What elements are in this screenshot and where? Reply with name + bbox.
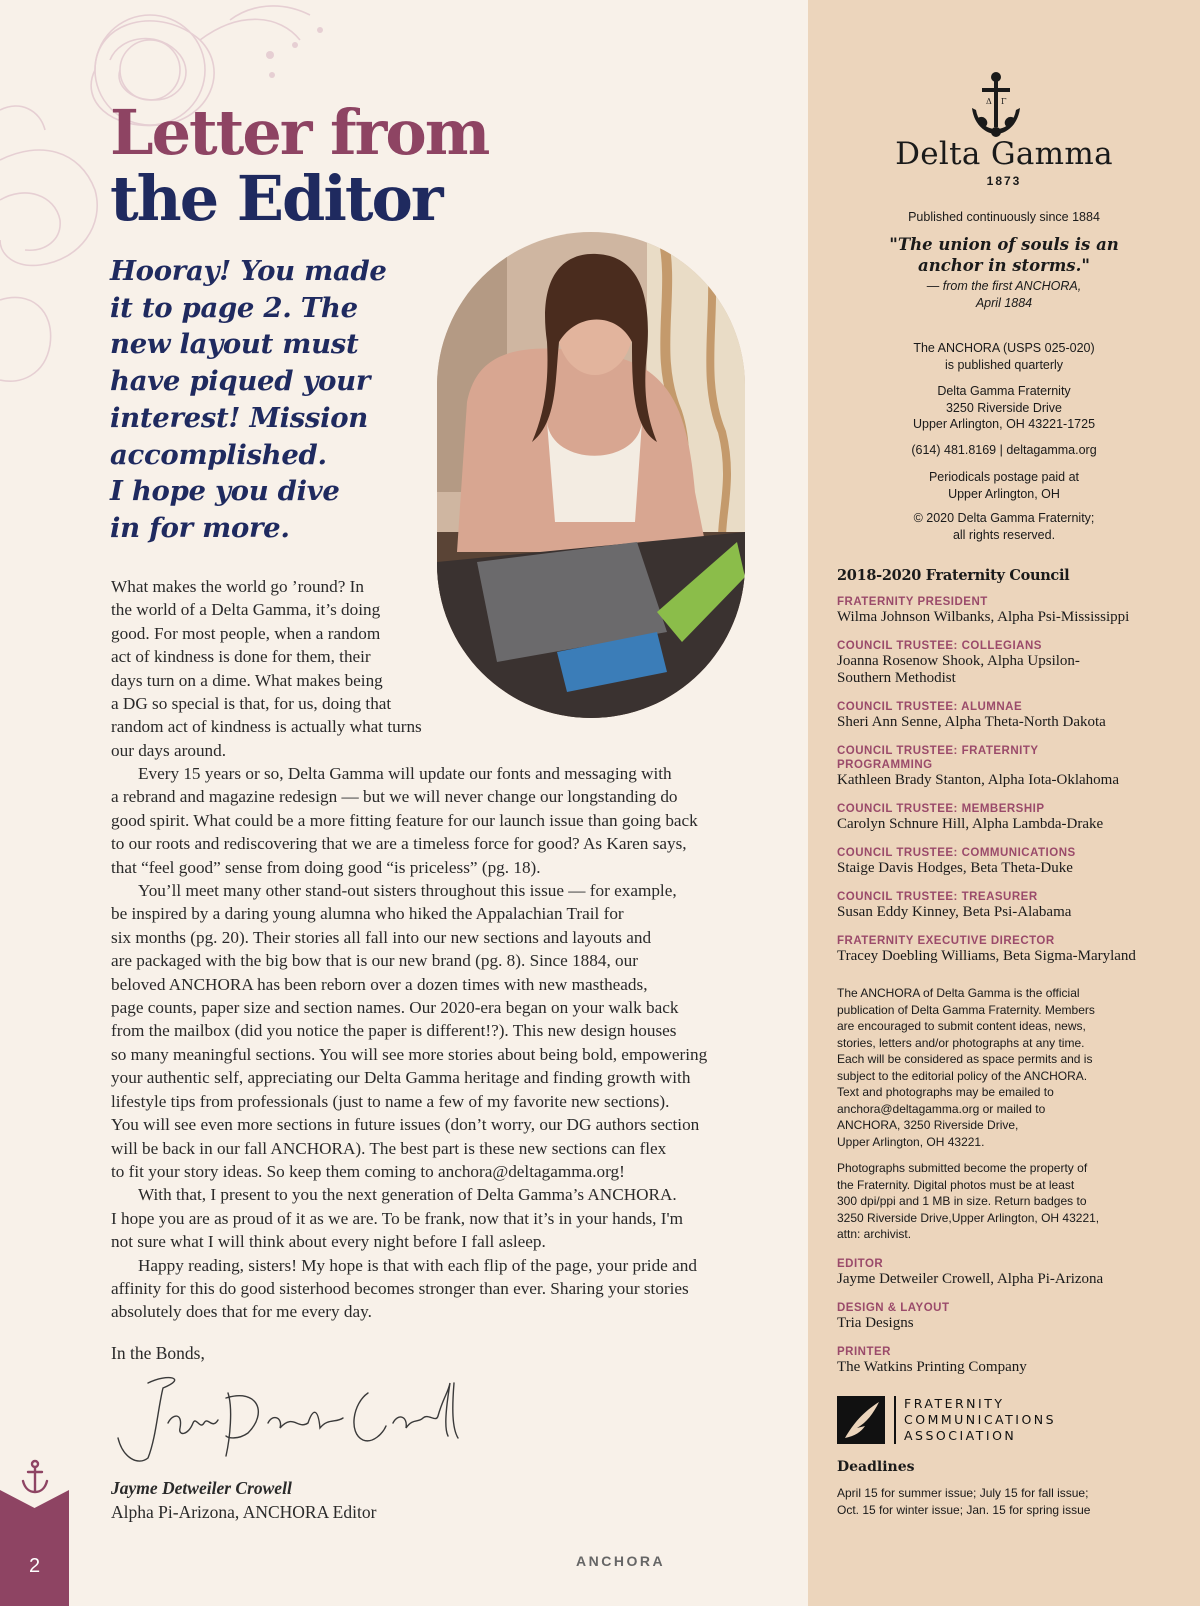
body-line: absolutely does that for me every day. — [111, 1302, 372, 1322]
deadline-line: Oct. 15 for winter issue; Jan. 15 for spring issue — [837, 1502, 1091, 1517]
council-member — [837, 609, 1187, 626]
brand-name: Delta Gamma — [895, 136, 1113, 172]
name-line: Carolyn Schnure Hill, Alpha Lambda-Drake — [837, 816, 1104, 832]
role-line: COUNCIL TRUSTEE: MEMBERSHIP — [837, 803, 1045, 815]
quote-line: "The union of souls is an — [889, 235, 1119, 254]
body-line: act of kindness is done for them, their — [111, 647, 371, 667]
role-line: COUNCIL TRUSTEE: TREASURER — [837, 891, 1038, 903]
body-line: our days around. — [111, 740, 227, 760]
fca-line: FRATERNITY — [904, 1396, 1005, 1411]
council-role — [837, 700, 1187, 714]
page-title — [110, 96, 489, 235]
role-line: FRATERNITY EXECUTIVE DIRECTOR — [837, 935, 1055, 947]
page-corner-tab — [0, 1490, 69, 1606]
council-member — [837, 714, 1187, 731]
body-line: good. For most people, when a random — [111, 623, 381, 643]
role-line: COUNCIL TRUSTEE: ALUMNAE — [837, 701, 1023, 713]
contact-info — [808, 442, 1200, 459]
council-entry — [837, 639, 1187, 687]
letter-body-wide — [111, 762, 707, 1324]
staff-entry — [837, 1301, 1187, 1332]
postage-line: Periodicals postage paid at — [928, 470, 1080, 484]
role-line: COUNCIL TRUSTEE: COMMUNICATIONS — [837, 847, 1076, 859]
photo-policy-line: Photographs submitted become the property of — [837, 1161, 1088, 1175]
copyright-info — [808, 510, 1200, 543]
founded-year: 1873 — [986, 174, 1022, 188]
fca-line: ASSOCIATION — [904, 1428, 1017, 1443]
signer-name: Jayme Detweiler Crowell — [111, 1478, 292, 1498]
body-line: be inspired by a daring young alumna who hiked the Appalachian Trail for — [111, 904, 624, 924]
policy-line: ANCHORA, 3250 Riverside Drive, — [837, 1118, 1019, 1132]
signer-block — [111, 1476, 376, 1524]
copyright-line: all rights reserved. — [952, 527, 1056, 542]
name-line: Southern Methodist — [837, 670, 956, 686]
role-line: COUNCIL TRUSTEE: FRATERNITY — [837, 745, 1039, 757]
council-member — [837, 816, 1187, 833]
council-member — [837, 772, 1187, 789]
body-line: Happy reading, sisters! My hope is that with each flip of the page, your pride and — [138, 1255, 697, 1275]
body-line: You’ll meet many other stand-out sisters throughout this issue — for example, — [138, 881, 677, 901]
body-line: are packaged with the big bow that is our new brand (pg. 8). Since 1884, our — [111, 951, 638, 971]
page-number: 2 — [28, 1555, 41, 1577]
quill-logo-icon — [837, 1396, 885, 1444]
staff-role: PRINTER — [837, 1346, 891, 1358]
body-line: the world of a Delta Gamma, it’s doing — [111, 600, 381, 620]
body-line: affinity for this do good sisterhood becomes stronger than ever. Sharing your stories — [111, 1278, 689, 1298]
founding-quote — [808, 234, 1200, 276]
masthead-sidebar — [808, 0, 1200, 1606]
title-line-2: the Editor — [110, 162, 442, 235]
name-line: Tracey Doebling Williams, Beta Sigma-Maryland — [837, 948, 1136, 964]
body-line: You will see even more sections in future issues (don’t worry, our DG authors section — [111, 1115, 700, 1135]
intro-line: I hope you dive — [110, 475, 340, 508]
council-role — [837, 934, 1187, 948]
signoff: In the Bonds, — [111, 1343, 205, 1363]
body-line: a rebrand and magazine redesign — but we will never change our longstanding do — [111, 787, 678, 807]
council-role — [837, 639, 1187, 653]
body-line: so many meaningful sections. You will see more stories about being bold, empowering — [111, 1044, 708, 1064]
contact-line: (614) 481.8169 | deltagamma.org — [911, 443, 1097, 457]
council-entry — [837, 846, 1187, 877]
body-line: With that, I present to you the next generation of Delta Gamma’s ANCHORA. — [138, 1185, 677, 1205]
delta-gamma-anchor-logo-icon — [966, 70, 1026, 142]
body-line: I hope you are as proud of it as we are. To be frank, now that it’s in your hands, I'm — [111, 1208, 683, 1228]
address-line: Upper Arlington, OH 43221-1725 — [912, 417, 1096, 431]
council-role — [837, 802, 1187, 816]
council-role — [837, 744, 1187, 772]
footer-magazine-name: ANCHORA — [576, 1553, 666, 1569]
postage-info — [808, 469, 1200, 502]
council-member — [837, 948, 1187, 965]
body-line: page counts, paper size and section names. Our 2020-era began on your walk back — [111, 998, 679, 1018]
body-line: to fit your story ideas. So keep them coming to anchora@deltagamma.org! — [111, 1161, 625, 1181]
policy-line: The ANCHORA of Delta Gamma is the official — [837, 986, 1080, 1000]
council-entry — [837, 802, 1187, 833]
signature-icon — [108, 1368, 468, 1468]
deadline-line: April 15 for summer issue; July 15 for fall issue; — [837, 1486, 1089, 1500]
body-line: will be back in our fall ANCHORA). The best part is these new sections can flex — [111, 1138, 667, 1158]
intro-line: new layout must — [110, 328, 359, 361]
policy-line: Each will be considered as space permits and is — [837, 1052, 1093, 1066]
policy-line: anchora@deltagamma.org or mailed to — [837, 1101, 1046, 1116]
council-entry — [837, 934, 1187, 965]
council-role — [837, 846, 1187, 860]
deadlines-heading: Deadlines — [837, 1459, 915, 1475]
intro-line: in for more. — [110, 511, 290, 544]
council-entry — [837, 890, 1187, 921]
published-since-text: Published continuously since 1884 — [908, 210, 1100, 224]
body-line: not sure what I will think about every night before I fall asleep. — [111, 1232, 546, 1252]
body-line: six months (pg. 20). Their stories all fall into our new sections and layouts and — [111, 927, 652, 947]
publication-info — [808, 340, 1200, 373]
policy-line: publication of Delta Gamma Fraternity. Members — [837, 1002, 1095, 1017]
body-line: random act of kindness is actually what turns — [111, 717, 422, 737]
quote-source-line: April 1884 — [975, 295, 1033, 310]
photo-policy-line: attn: archivist. — [837, 1227, 912, 1241]
fca-line: COMMUNICATIONS — [904, 1412, 1057, 1427]
staff-name: Tria Designs — [837, 1315, 914, 1331]
body-line: lifestyle tips from professionals (just to name a few of my favorite new sections). — [111, 1091, 670, 1111]
policy-line: stories, letters and/or photographs at any time. — [837, 1035, 1085, 1050]
photo-policy-line: 3250 Riverside Drive,Upper Arlington, OH 43221, — [837, 1210, 1100, 1225]
copyright-line: © 2020 Delta Gamma Fraternity; — [913, 511, 1095, 525]
published-since — [808, 209, 1200, 226]
policy-line: subject to the editorial policy of the ANCHORA. — [837, 1068, 1088, 1083]
body-line: to our roots and rediscovering that we are a timeless force for good? As Karen says, — [111, 834, 687, 854]
quote-line: anchor in storms." — [918, 256, 1090, 275]
title-line-1: Letter from — [110, 96, 489, 169]
svg-text:Δ: Δ — [986, 97, 992, 106]
body-line: from the mailbox (did you notice the paper is different!?). This new design houses — [111, 1021, 677, 1041]
council-heading: 2018-2020 Fraternity Council — [837, 567, 1070, 584]
body-line: good spirit. What could be a more fitting feature for our launch issue than going back — [111, 810, 698, 830]
photo-policy — [837, 1160, 1187, 1243]
policy-line: are encouraged to submit content ideas, news, — [837, 1019, 1086, 1033]
council-member — [837, 653, 1187, 687]
staff-entry — [837, 1257, 1187, 1288]
intro-line: it to page 2. The — [110, 291, 358, 324]
policy-line: Text and photographs may be emailed to — [837, 1085, 1054, 1099]
intro-line: accomplished. — [110, 438, 327, 471]
body-line: What makes the world go ’round? In — [111, 577, 364, 596]
quote-source-line: — from the first ANCHORA, — [926, 279, 1082, 293]
council-member — [837, 860, 1187, 877]
staff-role: DESIGN & LAYOUT — [837, 1302, 950, 1314]
deadlines-text — [837, 1485, 1090, 1518]
fraternity-address — [808, 383, 1200, 433]
editor-photo — [437, 232, 745, 718]
name-line: Kathleen Brady Stanton, Alpha Iota-Oklahoma — [837, 772, 1120, 788]
address-line: 3250 Riverside Drive — [945, 400, 1063, 415]
intro-line: have piqued your — [110, 365, 371, 398]
intro-line: interest! Mission — [110, 401, 368, 434]
council-role — [837, 595, 1187, 609]
name-line: Joanna Rosenow Shook, Alpha Upsilon- — [837, 653, 1080, 669]
role-line: COUNCIL TRUSTEE: COLLEGIANS — [837, 640, 1042, 652]
council-entry — [837, 595, 1187, 626]
body-line: days turn on a dime. What makes being — [111, 670, 383, 690]
letter-body-narrow — [111, 575, 422, 762]
staff-entry — [837, 1345, 1187, 1376]
editorial-policy — [837, 985, 1187, 1150]
staff-name: The Watkins Printing Company — [837, 1359, 1027, 1375]
fca-wordmark — [904, 1396, 1056, 1444]
body-line: Every 15 years or so, Delta Gamma will update our fonts and messaging with — [138, 764, 672, 783]
staff-role: EDITOR — [837, 1258, 884, 1270]
role-line: PROGRAMMING — [837, 759, 933, 771]
photo-policy-line: the Fraternity. Digital photos must be at least — [837, 1177, 1075, 1192]
body-line: your authentic self, appreciating our Delta Gamma heritage and finding growth with — [111, 1068, 691, 1088]
staff-name: Jayme Detweiler Crowell, Alpha Pi-Arizona — [837, 1271, 1104, 1287]
council-entry — [837, 744, 1187, 789]
name-line: Susan Eddy Kinney, Beta Psi-Alabama — [837, 904, 1072, 920]
postage-line: Upper Arlington, OH — [948, 486, 1060, 501]
body-line: a DG so special is that, for us, doing that — [111, 694, 392, 714]
svg-text:Γ: Γ — [1001, 97, 1007, 106]
intro-callout — [110, 253, 430, 547]
address-line: Delta Gamma Fraternity — [937, 384, 1071, 398]
council-role — [837, 890, 1187, 904]
role-line: FRATERNITY PRESIDENT — [837, 596, 988, 608]
fca-divider — [894, 1396, 896, 1444]
name-line: Wilma Johnson Wilbanks, Alpha Psi-Mississippi — [837, 609, 1130, 625]
name-line: Staige Davis Hodges, Beta Theta-Duke — [837, 860, 1073, 876]
policy-line: Upper Arlington, OH 43221. — [837, 1134, 985, 1149]
council-member — [837, 904, 1187, 921]
body-line: that “feel good” sense from doing good “is priceless” (pg. 18). — [111, 857, 541, 877]
publication-line: is published quarterly — [944, 357, 1064, 372]
quote-source — [808, 278, 1200, 311]
body-line: beloved ANCHORA has been reborn over a dozen times with new mastheads, — [111, 974, 648, 994]
name-line: Sheri Ann Senne, Alpha Theta-North Dakota — [837, 714, 1106, 730]
signer-role: Alpha Pi-Arizona, ANCHORA Editor — [111, 1502, 377, 1522]
council-entry — [837, 700, 1187, 731]
intro-line: Hooray! You made — [110, 255, 387, 287]
photo-policy-line: 300 dpi/ppi and 1 MB in size. Return badges to — [837, 1194, 1087, 1208]
publication-line: The ANCHORA (USPS 025-020) — [913, 341, 1095, 355]
